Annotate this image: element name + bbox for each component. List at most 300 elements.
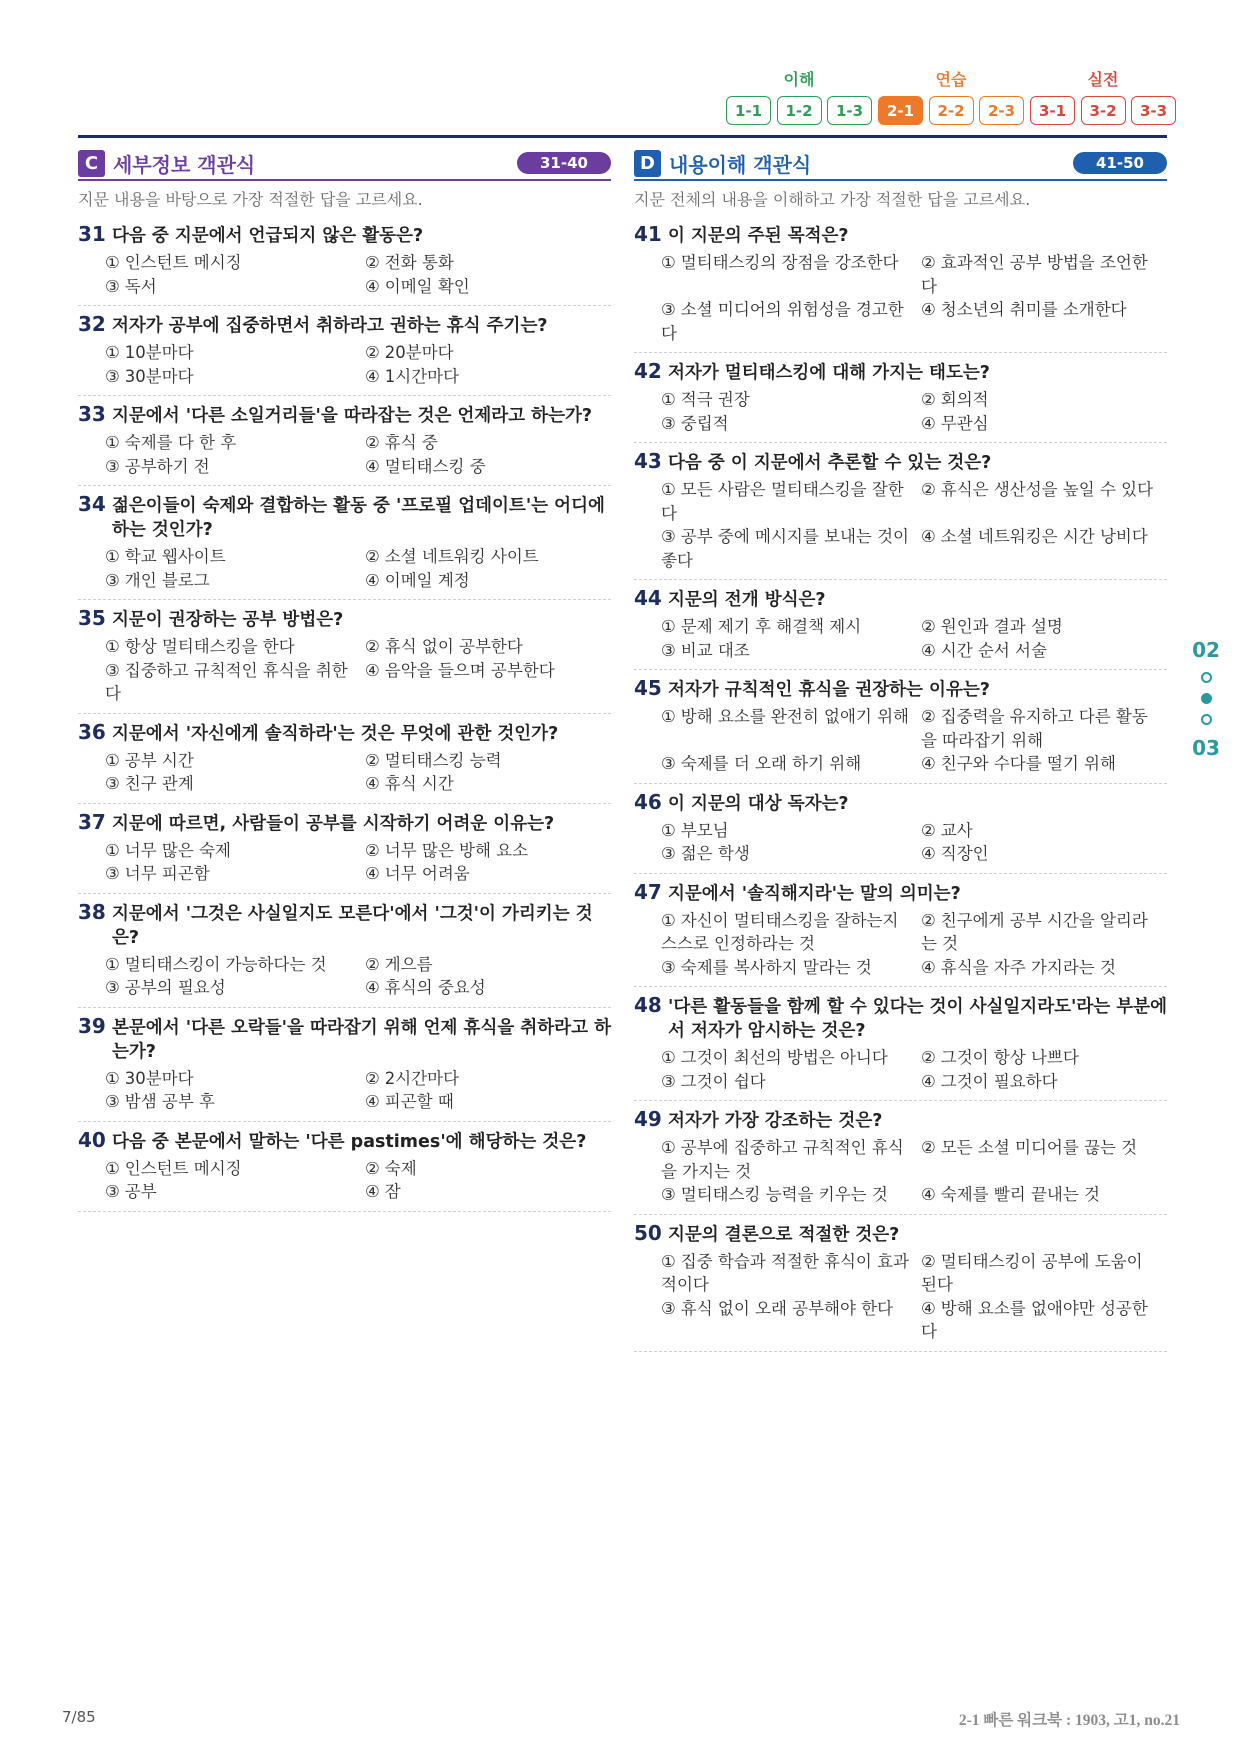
question-number: 43 <box>634 449 662 473</box>
answer-option-3 <box>105 976 365 1000</box>
option-text: 원인과 결과 설명 <box>940 617 1063 636</box>
question-number: 42 <box>634 359 662 383</box>
option-marker: ① <box>105 954 120 974</box>
question-48 <box>634 987 1167 1101</box>
tab-1-2[interactable]: 1-2 <box>777 96 822 125</box>
option-marker: ① <box>105 840 120 860</box>
answer-option-1 <box>661 388 921 412</box>
option-text: 밤샘 공부 후 <box>124 1092 215 1111</box>
question-46 <box>634 784 1167 874</box>
side-nav-start-label: 02 <box>1192 638 1220 662</box>
option-marker: ③ <box>661 527 676 546</box>
answer-option-1 <box>105 839 365 863</box>
option-marker: ① <box>105 1068 120 1088</box>
option-text: 숙제를 더 오래 하기 위해 <box>680 754 862 773</box>
tab-3-3[interactable]: 3-3 <box>1131 96 1176 125</box>
option-marker: ④ <box>365 1182 380 1201</box>
answer-option-1 <box>105 1157 365 1181</box>
answer-option-4 <box>921 956 1167 980</box>
option-marker: ④ <box>921 413 936 433</box>
tab-2-1[interactable]: 2-1 <box>878 96 923 125</box>
option-text: 학교 웹사이트 <box>124 547 226 566</box>
section-title: 내용이해 객관식 <box>669 152 812 177</box>
answer-option-2 <box>921 388 1167 412</box>
option-marker: ② <box>921 1138 936 1157</box>
option-marker: ① <box>661 253 676 272</box>
level-tabs <box>1030 96 1176 125</box>
option-marker: ④ <box>921 300 936 319</box>
option-text: 젊은 학생 <box>680 844 750 863</box>
answer-option-4 <box>921 1070 1167 1094</box>
option-marker: ④ <box>365 276 380 296</box>
question-number: 40 <box>78 1127 106 1152</box>
level-group-2 <box>878 70 1024 125</box>
question-37 <box>78 804 611 894</box>
option-marker: ② <box>365 637 380 656</box>
question-36 <box>78 714 611 804</box>
answer-option-4 <box>921 412 1167 436</box>
option-marker: ② <box>365 253 380 272</box>
level-label: 연습 <box>935 70 967 89</box>
answer-option-4 <box>365 365 611 389</box>
question-text: 지문에서 '솔직해지라'는 말의 의미는? <box>668 883 961 904</box>
option-marker: ① <box>105 547 120 566</box>
tab-2-3[interactable]: 2-3 <box>979 96 1024 125</box>
option-text: 멀티태스킹 능력을 키우는 것 <box>680 1185 888 1204</box>
question-text: 다음 중 본문에서 말하는 '다른 pastimes'에 해당하는 것은? <box>112 1131 587 1152</box>
question-number: 37 <box>78 809 106 834</box>
header-rule <box>78 135 1167 138</box>
question-text: 지문의 전개 방식은? <box>668 590 826 610</box>
option-marker: ③ <box>105 1182 120 1201</box>
option-text: 부모님 <box>680 820 729 840</box>
question-number: 41 <box>634 222 662 246</box>
book-info: 2-1 빠른 워크북 : 1903, 고1, no.21 <box>958 1712 1180 1729</box>
answer-option-4 <box>921 298 1167 345</box>
answer-option-1 <box>105 545 365 569</box>
options-grid <box>634 251 1167 345</box>
question-text: 지문에서 '자신에게 솔직하라'는 것은 무엇에 관한 것인가? <box>112 723 559 744</box>
option-text: 공부의 필요성 <box>124 978 226 997</box>
question-number: 39 <box>78 1013 106 1038</box>
section-c <box>78 147 611 1212</box>
answer-option-4 <box>921 639 1167 663</box>
question-list <box>78 216 611 1212</box>
option-text: 휴식을 자주 가지라는 것 <box>940 957 1116 977</box>
option-marker: ② <box>921 617 936 636</box>
question-43 <box>634 443 1167 580</box>
option-marker: ③ <box>105 978 120 997</box>
answer-option-3 <box>105 569 365 593</box>
option-marker: ② <box>921 1048 936 1067</box>
option-text: 독서 <box>124 276 157 296</box>
question-title <box>78 1014 611 1064</box>
option-text: 집중하고 규칙적인 휴식을 취한다 <box>105 660 348 703</box>
option-marker: ③ <box>661 1298 676 1318</box>
section-range-badge: 41-50 <box>1073 152 1167 174</box>
option-text: 비교 대조 <box>680 640 750 660</box>
answer-option-2 <box>921 705 1167 752</box>
section-header <box>634 147 1167 181</box>
options-grid <box>78 1157 611 1204</box>
question-title <box>634 676 1167 702</box>
option-text: 너무 많은 방해 요소 <box>384 840 529 860</box>
option-text: 효과적인 공부 방법을 조언한다 <box>921 253 1148 296</box>
option-marker: ③ <box>661 413 676 433</box>
page-number: 7/85 <box>62 1708 96 1726</box>
options-grid <box>634 388 1167 435</box>
question-title <box>634 586 1167 612</box>
question-text: 다음 중 지문에서 언급되지 않은 활동은? <box>112 226 424 246</box>
option-marker: ③ <box>105 366 120 386</box>
question-number: 47 <box>634 879 662 904</box>
section-title: 세부정보 객관식 <box>113 152 256 177</box>
option-text: 멀티태스킹 중 <box>384 456 486 476</box>
option-text: 휴식은 생산성을 높일 수 있다 <box>940 480 1154 499</box>
option-marker: ③ <box>105 456 120 476</box>
option-text: 시간 순서 서술 <box>940 640 1047 660</box>
question-38 <box>78 894 611 1008</box>
option-text: 방해 요소를 없애야만 성공한다 <box>921 1298 1148 1341</box>
option-text: 회의적 <box>940 390 989 409</box>
question-number: 31 <box>78 222 106 246</box>
question-title <box>634 880 1167 906</box>
answer-option-3 <box>105 772 365 796</box>
question-number: 49 <box>634 1107 662 1131</box>
answer-option-3 <box>661 1297 921 1344</box>
option-text: 공부에 집중하고 규칙적인 휴식을 가지는 것 <box>661 1138 904 1181</box>
option-text: 숙제 <box>384 1158 417 1178</box>
answer-option-1 <box>105 341 365 365</box>
option-marker: ④ <box>921 1071 936 1091</box>
level-label: 실전 <box>1087 70 1119 89</box>
level-label: 이해 <box>783 70 815 89</box>
answer-option-1 <box>105 749 365 773</box>
option-marker: ④ <box>365 1092 380 1111</box>
option-marker: ④ <box>921 640 936 660</box>
option-marker: ④ <box>921 527 936 546</box>
option-text: 숙제를 복사하지 말라는 것 <box>680 957 872 977</box>
question-number: 34 <box>78 492 106 516</box>
option-text: 그것이 항상 나쁘다 <box>940 1048 1079 1067</box>
answer-option-4 <box>921 842 1167 866</box>
option-text: 청소년의 취미를 소개한다 <box>940 300 1127 319</box>
options-grid <box>634 478 1167 572</box>
option-text: 집중력을 유지하고 다른 활동을 따라잡기 위해 <box>921 707 1148 750</box>
option-marker: ④ <box>365 570 380 590</box>
answer-option-3 <box>105 659 365 706</box>
option-marker: ③ <box>661 957 676 977</box>
question-title <box>634 993 1167 1043</box>
question-title <box>634 449 1167 475</box>
answer-option-1 <box>105 251 365 275</box>
answer-option-2 <box>921 1136 1167 1183</box>
tab-1-3[interactable]: 1-3 <box>827 96 872 125</box>
option-marker: ③ <box>661 1071 676 1091</box>
question-text: 본문에서 '다른 오락들'을 따라잡기 위해 언제 휴식을 취하라고 하는가? <box>112 1017 611 1062</box>
answer-option-3 <box>661 956 921 980</box>
answer-option-2 <box>365 251 611 275</box>
question-title <box>78 402 611 428</box>
question-50 <box>634 1215 1167 1352</box>
answer-option-3 <box>105 1180 365 1204</box>
question-title <box>634 222 1167 248</box>
answer-option-3 <box>105 862 365 886</box>
option-text: 공부 중에 메시지를 보내는 것이 좋다 <box>661 527 909 570</box>
section-instruction: 지문 내용을 바탕으로 가장 적절한 답을 고르세요. <box>78 190 423 209</box>
option-text: 30분마다 <box>124 366 194 386</box>
option-marker: ② <box>921 820 936 840</box>
question-text: 젊은이들이 숙제와 결합하는 활동 중 '프로필 업데이트'는 어디에 하는 것인가? <box>112 496 605 540</box>
option-text: 친구에게 공부 시간을 알리라는 것 <box>921 910 1148 953</box>
options-grid <box>78 251 611 298</box>
step-dot-icon <box>1201 693 1212 704</box>
option-text: 너무 어려움 <box>384 864 470 883</box>
answer-option-2 <box>921 1046 1167 1070</box>
option-text: 인스턴트 메시징 <box>124 253 242 272</box>
level-group-1 <box>726 70 872 125</box>
answer-option-2 <box>365 953 611 977</box>
option-marker: ④ <box>921 957 936 977</box>
option-marker: ① <box>661 1048 676 1067</box>
option-marker: ① <box>661 1251 676 1271</box>
answer-option-4 <box>921 1297 1167 1344</box>
answer-option-4 <box>365 862 611 886</box>
option-marker: ② <box>365 343 380 362</box>
answer-option-1 <box>105 431 365 455</box>
option-marker: ② <box>365 547 380 566</box>
question-title <box>634 359 1167 385</box>
question-text: 저자가 멀티태스킹에 대해 가지는 태도는? <box>668 363 990 383</box>
question-text: 저자가 공부에 집중하면서 취하라고 권하는 휴식 주기는? <box>112 316 548 336</box>
answer-option-1 <box>105 1067 365 1091</box>
answer-option-3 <box>105 365 365 389</box>
answer-option-4 <box>365 1180 611 1204</box>
answer-option-2 <box>921 819 1167 843</box>
option-marker: ① <box>105 433 120 452</box>
option-marker: ② <box>921 707 936 726</box>
option-marker: ④ <box>921 844 936 863</box>
question-number: 32 <box>78 312 106 336</box>
option-text: 공부 시간 <box>124 750 194 770</box>
option-text: 휴식 중 <box>384 433 438 452</box>
level-tabs-bar <box>726 70 1178 125</box>
option-text: 모든 사람은 멀티태스킹을 잘한다 <box>661 480 904 523</box>
question-text: 저자가 가장 강조하는 것은? <box>668 1111 883 1131</box>
options-grid <box>634 1046 1167 1093</box>
side-progress-nav <box>1186 636 1226 762</box>
option-text: 10분마다 <box>124 343 194 362</box>
option-marker: ③ <box>105 660 120 680</box>
option-text: 전화 통화 <box>384 253 454 272</box>
options-grid <box>78 749 611 796</box>
tab-2-2[interactable]: 2-2 <box>929 96 974 125</box>
option-marker: ② <box>921 480 936 499</box>
option-marker: ② <box>921 910 936 930</box>
answer-option-3 <box>661 525 921 572</box>
option-marker: ③ <box>105 570 120 590</box>
option-marker: ④ <box>365 660 380 680</box>
tab-3-2[interactable]: 3-2 <box>1081 96 1126 125</box>
question-number: 44 <box>634 586 662 610</box>
option-marker: ② <box>365 840 380 860</box>
answer-option-3 <box>661 1183 921 1207</box>
answer-option-4 <box>365 455 611 479</box>
question-title <box>78 606 611 632</box>
options-grid <box>78 839 611 886</box>
question-text: 지문에서 '다른 소일거리들'을 따라잡는 것은 언제라고 하는가? <box>112 406 593 426</box>
option-marker: ① <box>661 1138 676 1157</box>
answer-option-1 <box>661 819 921 843</box>
answer-option-1 <box>661 909 921 956</box>
answer-option-4 <box>365 976 611 1000</box>
question-number: 33 <box>78 402 106 426</box>
answer-option-4 <box>921 752 1167 776</box>
option-marker: ④ <box>365 978 380 997</box>
option-marker: ④ <box>365 366 380 386</box>
option-text: 숙제를 빨리 끝내는 것 <box>940 1185 1100 1204</box>
question-list <box>634 216 1167 1352</box>
option-marker: ④ <box>921 1298 936 1318</box>
question-number: 45 <box>634 676 662 700</box>
question-title <box>78 1128 611 1154</box>
option-text: 소셜 네트워킹 사이트 <box>384 547 539 566</box>
answer-option-2 <box>365 749 611 773</box>
option-text: 자신이 멀티태스킹을 잘하는지 스스로 인정하라는 것 <box>661 910 899 953</box>
option-text: 멀티태스킹의 장점을 강조한다 <box>680 253 899 272</box>
answer-option-1 <box>661 705 921 752</box>
question-number: 35 <box>78 606 106 630</box>
option-marker: ④ <box>365 456 380 476</box>
option-text: 이메일 확인 <box>384 276 470 296</box>
option-text: 30분마다 <box>124 1068 194 1088</box>
option-text: 항상 멀티태스킹을 한다 <box>124 637 295 656</box>
answer-option-3 <box>105 275 365 299</box>
level-tabs <box>726 96 872 125</box>
question-31 <box>78 216 611 306</box>
option-text: 모든 소셜 미디어를 끊는 것 <box>940 1138 1138 1157</box>
option-text: 교사 <box>940 820 973 840</box>
option-text: 이메일 계정 <box>384 570 470 590</box>
answer-option-1 <box>661 251 921 298</box>
answer-option-4 <box>365 275 611 299</box>
step-dot-icon <box>1201 672 1212 683</box>
options-grid <box>78 953 611 1000</box>
question-number: 36 <box>78 719 106 744</box>
answer-option-2 <box>921 615 1167 639</box>
answer-option-3 <box>105 1090 365 1114</box>
question-44 <box>634 580 1167 670</box>
option-text: 친구 관계 <box>124 774 194 793</box>
option-text: 소셜 네트워킹은 시간 낭비다 <box>940 527 1148 546</box>
options-grid <box>634 1250 1167 1344</box>
option-marker: ① <box>105 1158 120 1178</box>
answer-option-3 <box>661 1070 921 1094</box>
option-marker: ② <box>921 1251 936 1271</box>
question-number: 46 <box>634 789 662 814</box>
tab-3-1[interactable]: 3-1 <box>1030 96 1075 125</box>
question-title <box>78 900 611 950</box>
section-instruction: 지문 전체의 내용을 이해하고 가장 적절한 답을 고르세요. <box>634 190 1031 209</box>
option-marker: ③ <box>661 754 676 773</box>
answer-option-2 <box>365 839 611 863</box>
question-title <box>634 1107 1167 1133</box>
option-text: 그것이 필요하다 <box>940 1071 1058 1091</box>
option-marker: ① <box>661 910 676 930</box>
answer-option-2 <box>921 909 1167 956</box>
option-marker: ② <box>921 253 936 272</box>
answer-option-2 <box>365 1067 611 1091</box>
option-text: 친구와 수다를 떨기 위해 <box>940 754 1116 773</box>
question-title <box>634 1221 1167 1247</box>
option-text: 방해 요소를 완전히 없애기 위해 <box>680 707 909 726</box>
options-grid <box>634 1136 1167 1207</box>
option-text: 너무 많은 숙제 <box>124 840 231 860</box>
tab-1-1[interactable]: 1-1 <box>726 96 771 125</box>
option-marker: ① <box>661 820 676 840</box>
step-dot-icon <box>1201 714 1212 725</box>
option-text: 잠 <box>384 1182 401 1201</box>
answer-option-3 <box>661 842 921 866</box>
answer-option-3 <box>661 752 921 776</box>
option-marker: ① <box>105 343 120 362</box>
option-text: 그것이 최선의 방법은 아니다 <box>680 1048 888 1067</box>
option-marker: ③ <box>105 276 120 296</box>
option-text: 무관심 <box>940 413 989 433</box>
option-marker: ② <box>365 1158 380 1178</box>
question-33 <box>78 396 611 486</box>
option-text: 개인 블로그 <box>124 570 210 590</box>
answer-option-2 <box>365 545 611 569</box>
answer-option-4 <box>365 569 611 593</box>
question-40 <box>78 1122 611 1212</box>
option-marker: ② <box>365 954 380 974</box>
option-text: 피곤할 때 <box>384 1092 454 1111</box>
question-text: 이 지문의 대상 독자는? <box>668 793 849 814</box>
question-title <box>78 810 611 836</box>
options-grid <box>78 431 611 478</box>
option-marker: ① <box>105 253 120 272</box>
answer-option-4 <box>365 659 611 706</box>
section-letter-badge: C <box>78 150 105 177</box>
option-marker: ① <box>105 637 120 656</box>
option-marker: ② <box>921 390 936 409</box>
section-header <box>78 147 611 181</box>
section-letter-badge: D <box>634 150 661 177</box>
option-marker: ④ <box>921 1185 936 1204</box>
question-39 <box>78 1008 611 1122</box>
option-marker: ② <box>365 750 380 770</box>
options-grid <box>78 545 611 592</box>
answer-option-1 <box>661 615 921 639</box>
question-title <box>78 312 611 338</box>
option-text: 숙제를 다 한 후 <box>124 433 237 452</box>
answer-option-3 <box>661 412 921 436</box>
option-text: 소셜 미디어의 위험성을 경고한다 <box>661 300 904 343</box>
option-text: 휴식 시간 <box>384 774 454 793</box>
level-tabs <box>878 96 1024 125</box>
question-35 <box>78 600 611 714</box>
option-text: 2시간마다 <box>384 1068 460 1088</box>
question-text: 지문에 따르면, 사람들이 공부를 시작하기 어려운 이유는? <box>112 813 555 834</box>
answer-option-4 <box>365 1090 611 1114</box>
option-text: 인스턴트 메시징 <box>124 1158 242 1178</box>
options-grid <box>634 615 1167 662</box>
option-marker: ① <box>661 390 676 409</box>
section-d <box>634 147 1167 1352</box>
answer-option-2 <box>365 431 611 455</box>
option-text: 그것이 쉽다 <box>680 1071 766 1091</box>
